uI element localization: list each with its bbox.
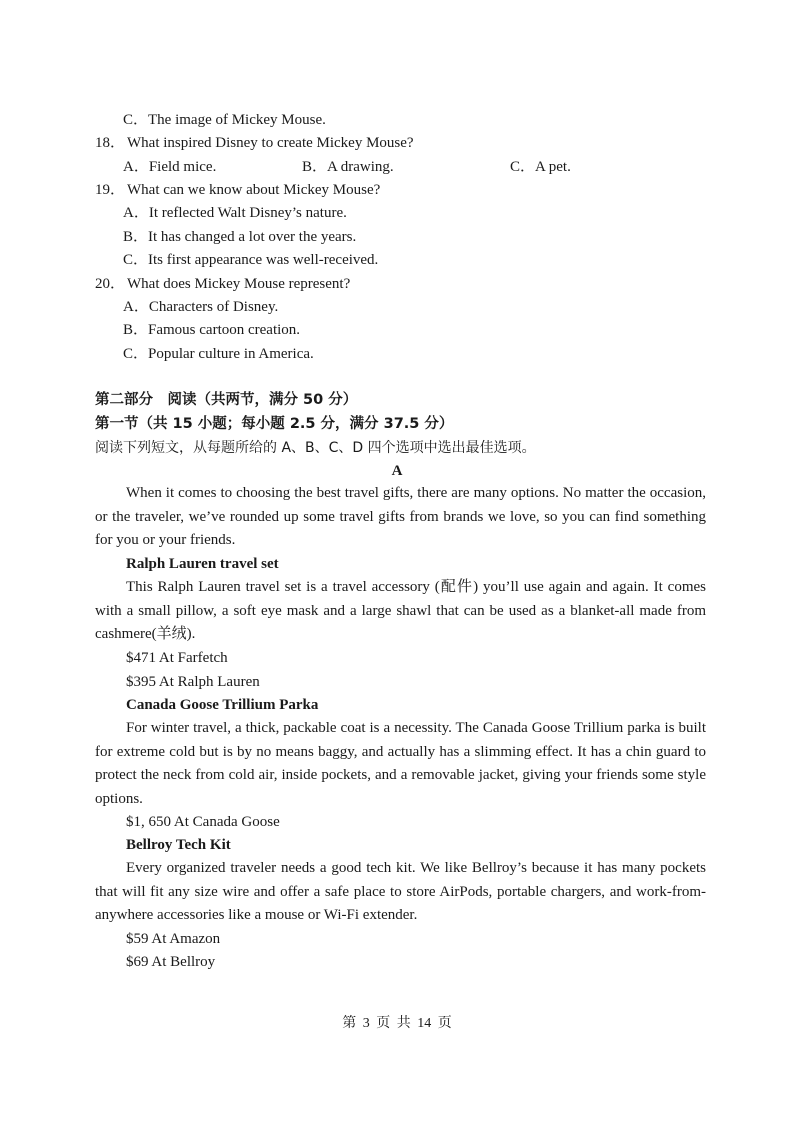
price-line: $69 At Bellroy <box>126 954 216 970</box>
question-number: 19． <box>95 182 126 198</box>
price-line: $1, 650 At Canada Goose <box>126 814 280 830</box>
q19-option-c: C．Its first appearance was well-received. <box>123 252 379 268</box>
passage-label: A <box>391 463 403 479</box>
price-line: $471 At Farfetch <box>126 650 228 666</box>
q20-option-a: A．Characters of Disney. <box>123 299 279 315</box>
question-stem: What can we know about Mickey Mouse? <box>127 182 381 198</box>
price-line: $395 At Ralph Lauren <box>126 674 260 690</box>
question-number: 20． <box>95 276 126 292</box>
q18-option-c: C．A pet. <box>510 159 571 175</box>
q18-option-b: B．A drawing. <box>302 159 394 175</box>
q20-option-c: C．Popular culture in America. <box>123 346 314 362</box>
item-title-ralph-lauren: Ralph Lauren travel set <box>126 556 279 572</box>
question-stem: What does Mickey Mouse represent? <box>127 276 351 292</box>
question-stem: What inspired Disney to create Mickey Mouse? <box>127 135 414 151</box>
section-instruction: 阅读下列短文，从每题所给的 A、B、C、D 四个选项中选出最佳选项。 <box>95 440 536 456</box>
q17-option-c: C．The image of Mickey Mouse. <box>123 112 326 128</box>
question-18 <box>95 133 414 153</box>
item-description-canada-goose: For winter travel, a thick, packable coat is a necessity. The Canada Goose Trillium parka is built for extreme cold but is by no means baggy, and actually has a slimming effect. It has a chin guard to protect the neck from cold air, inside pockets, and a removable jacket, giving your friends some style options. <box>95 720 706 807</box>
passage-intro: When it comes to choosing the best travel gifts, there are many options. No matter the occasion, or the traveler, we’ve rounded up some travel gifts from brands we love, so you can find something for you or your friends. <box>95 485 706 548</box>
item-title-bellroy: Bellroy Tech Kit <box>126 837 231 853</box>
question-number: 18． <box>95 135 126 151</box>
question-19 <box>95 180 380 200</box>
item-description-bellroy: Every organized traveler needs a good tech kit. We like Bellroy’s because it has many pockets that will fit any size wire and offer a safe place to store AirPods, portable chargers, and work-from-anywhere accessories like a mouse or Wi-Fi extender. <box>95 860 706 923</box>
q19-option-a: A．It reflected Walt Disney’s nature. <box>123 205 347 221</box>
q20-option-b: B．Famous cartoon creation. <box>123 322 301 338</box>
item-description-ralph-lauren: This Ralph Lauren travel set is a travel accessory (配件) you’ll use again and again. It comes with a small pillow, a soft eye mask and a large shawl that can be used as a blanket-all made from cashmere(羊绒). <box>95 579 706 642</box>
question-20 <box>95 274 350 294</box>
part-title: 第二部分 阅读（共两节，满分 50 分） <box>95 392 358 408</box>
q19-option-b: B．It has changed a lot over the years. <box>123 229 357 245</box>
item-title-canada-goose: Canada Goose Trillium Parka <box>126 697 319 713</box>
q18-option-a: A．Field mice. <box>123 159 217 175</box>
price-line: $59 At Amazon <box>126 931 221 947</box>
section-title: 第一节（共 15 小题；每小题 2.5 分，满分 37.5 分） <box>95 416 454 432</box>
page-footer: 第 3 页 共 14 页 <box>342 1016 452 1031</box>
